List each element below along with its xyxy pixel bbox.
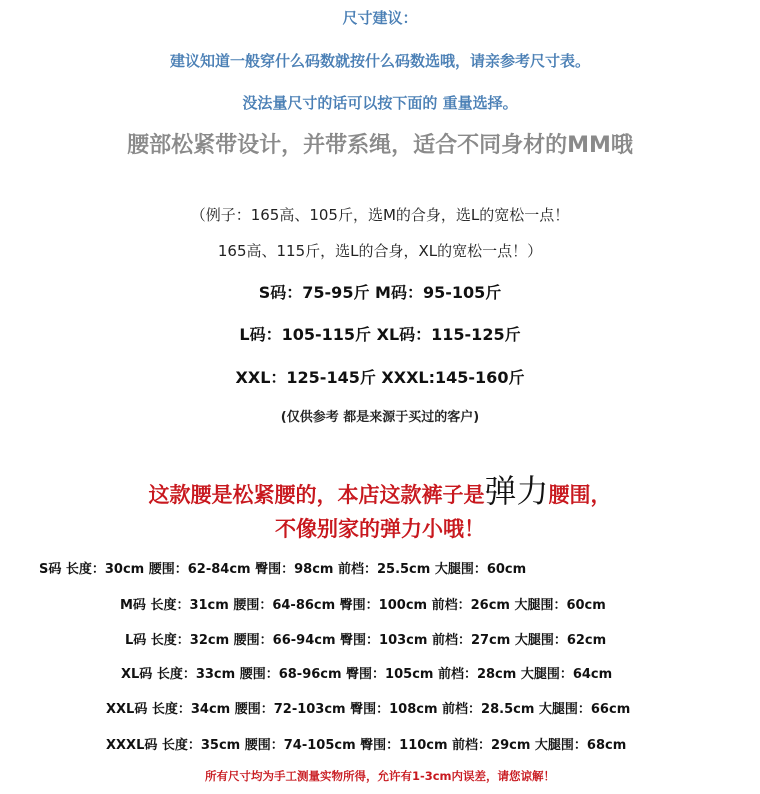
waist-note-mm: MM bbox=[567, 133, 611, 158]
size-row-xl: XL码 长度：33cm 腰围：68-96cm 臀围：105cm 前档：28cm 大腿围：64cm bbox=[121, 667, 613, 682]
weight-row-l-xl: L码：105-115斤 XL码：115-125斤 bbox=[239, 325, 521, 344]
waist-note-text: 腰部松紧带设计，并带系绳，适合不同身材的 bbox=[127, 132, 568, 158]
elastic-note-after: 腰围， bbox=[548, 482, 612, 507]
weight-row-s-m: S码：75-95斤 M码：95-105斤 bbox=[258, 283, 502, 302]
advice-line-1: 建议知道一般穿什么码数就按什么码数选哦，请亲参考尺寸表。 bbox=[169, 52, 590, 70]
elastic-note-line-2: 不像别家的弹力小哦！ bbox=[275, 516, 485, 541]
waist-note-suffix: 哦 bbox=[610, 132, 633, 158]
example-line-2: 165高、115斤，选L的合身，XL的宽松一点！） bbox=[217, 242, 543, 260]
elastic-note-line-1 bbox=[0, 466, 760, 512]
weight-row-xxl-xxxl: XXL：125-145斤 XXXL:145-160斤 bbox=[235, 368, 525, 387]
advice-line-2: 没法量尺寸的话可以按下面的 重量选择。 bbox=[242, 94, 518, 112]
size-row-m: M码 长度：31cm 腰围：64-86cm 臀围：100cm 前档：26cm 大腿围：60cm bbox=[120, 598, 606, 613]
size-row-xxl: XXL码 长度：34cm 腰围：72-103cm 臀围：108cm 前档：28.5cm 大腿围：66cm bbox=[106, 702, 631, 717]
size-row-s: S码 长度：30cm 腰围：62-84cm 臀围：98cm 前档：25.5cm 大腿围：60cm bbox=[39, 562, 527, 577]
measurement-disclaimer: 所有尺寸均为手工测量实物所得，允许有1-3cm内误差，请您谅解！ bbox=[204, 769, 556, 783]
size-row-xxxl: XXXL码 长度：35cm 腰围：74-105cm 臀围：110cm 前档：29cm 大腿围：68cm bbox=[106, 738, 627, 753]
waist-design-note bbox=[0, 128, 760, 159]
example-line-1: （例子：165高、105斤，选M的合身，选L的宽松一点！ bbox=[190, 206, 570, 224]
size-advice-title: 尺寸建议： bbox=[342, 9, 418, 27]
reference-note: (仅供参考 都是来源于买过的客户) bbox=[280, 410, 480, 425]
elastic-note-before: 这款腰是松紧腰的，本店这款裤子是 bbox=[148, 482, 485, 507]
size-row-l: L码 长度：32cm 腰围：66-94cm 臀围：103cm 前档：27cm 大腿围：62cm bbox=[125, 633, 607, 648]
elastic-note-big: 弹力 bbox=[484, 472, 549, 510]
